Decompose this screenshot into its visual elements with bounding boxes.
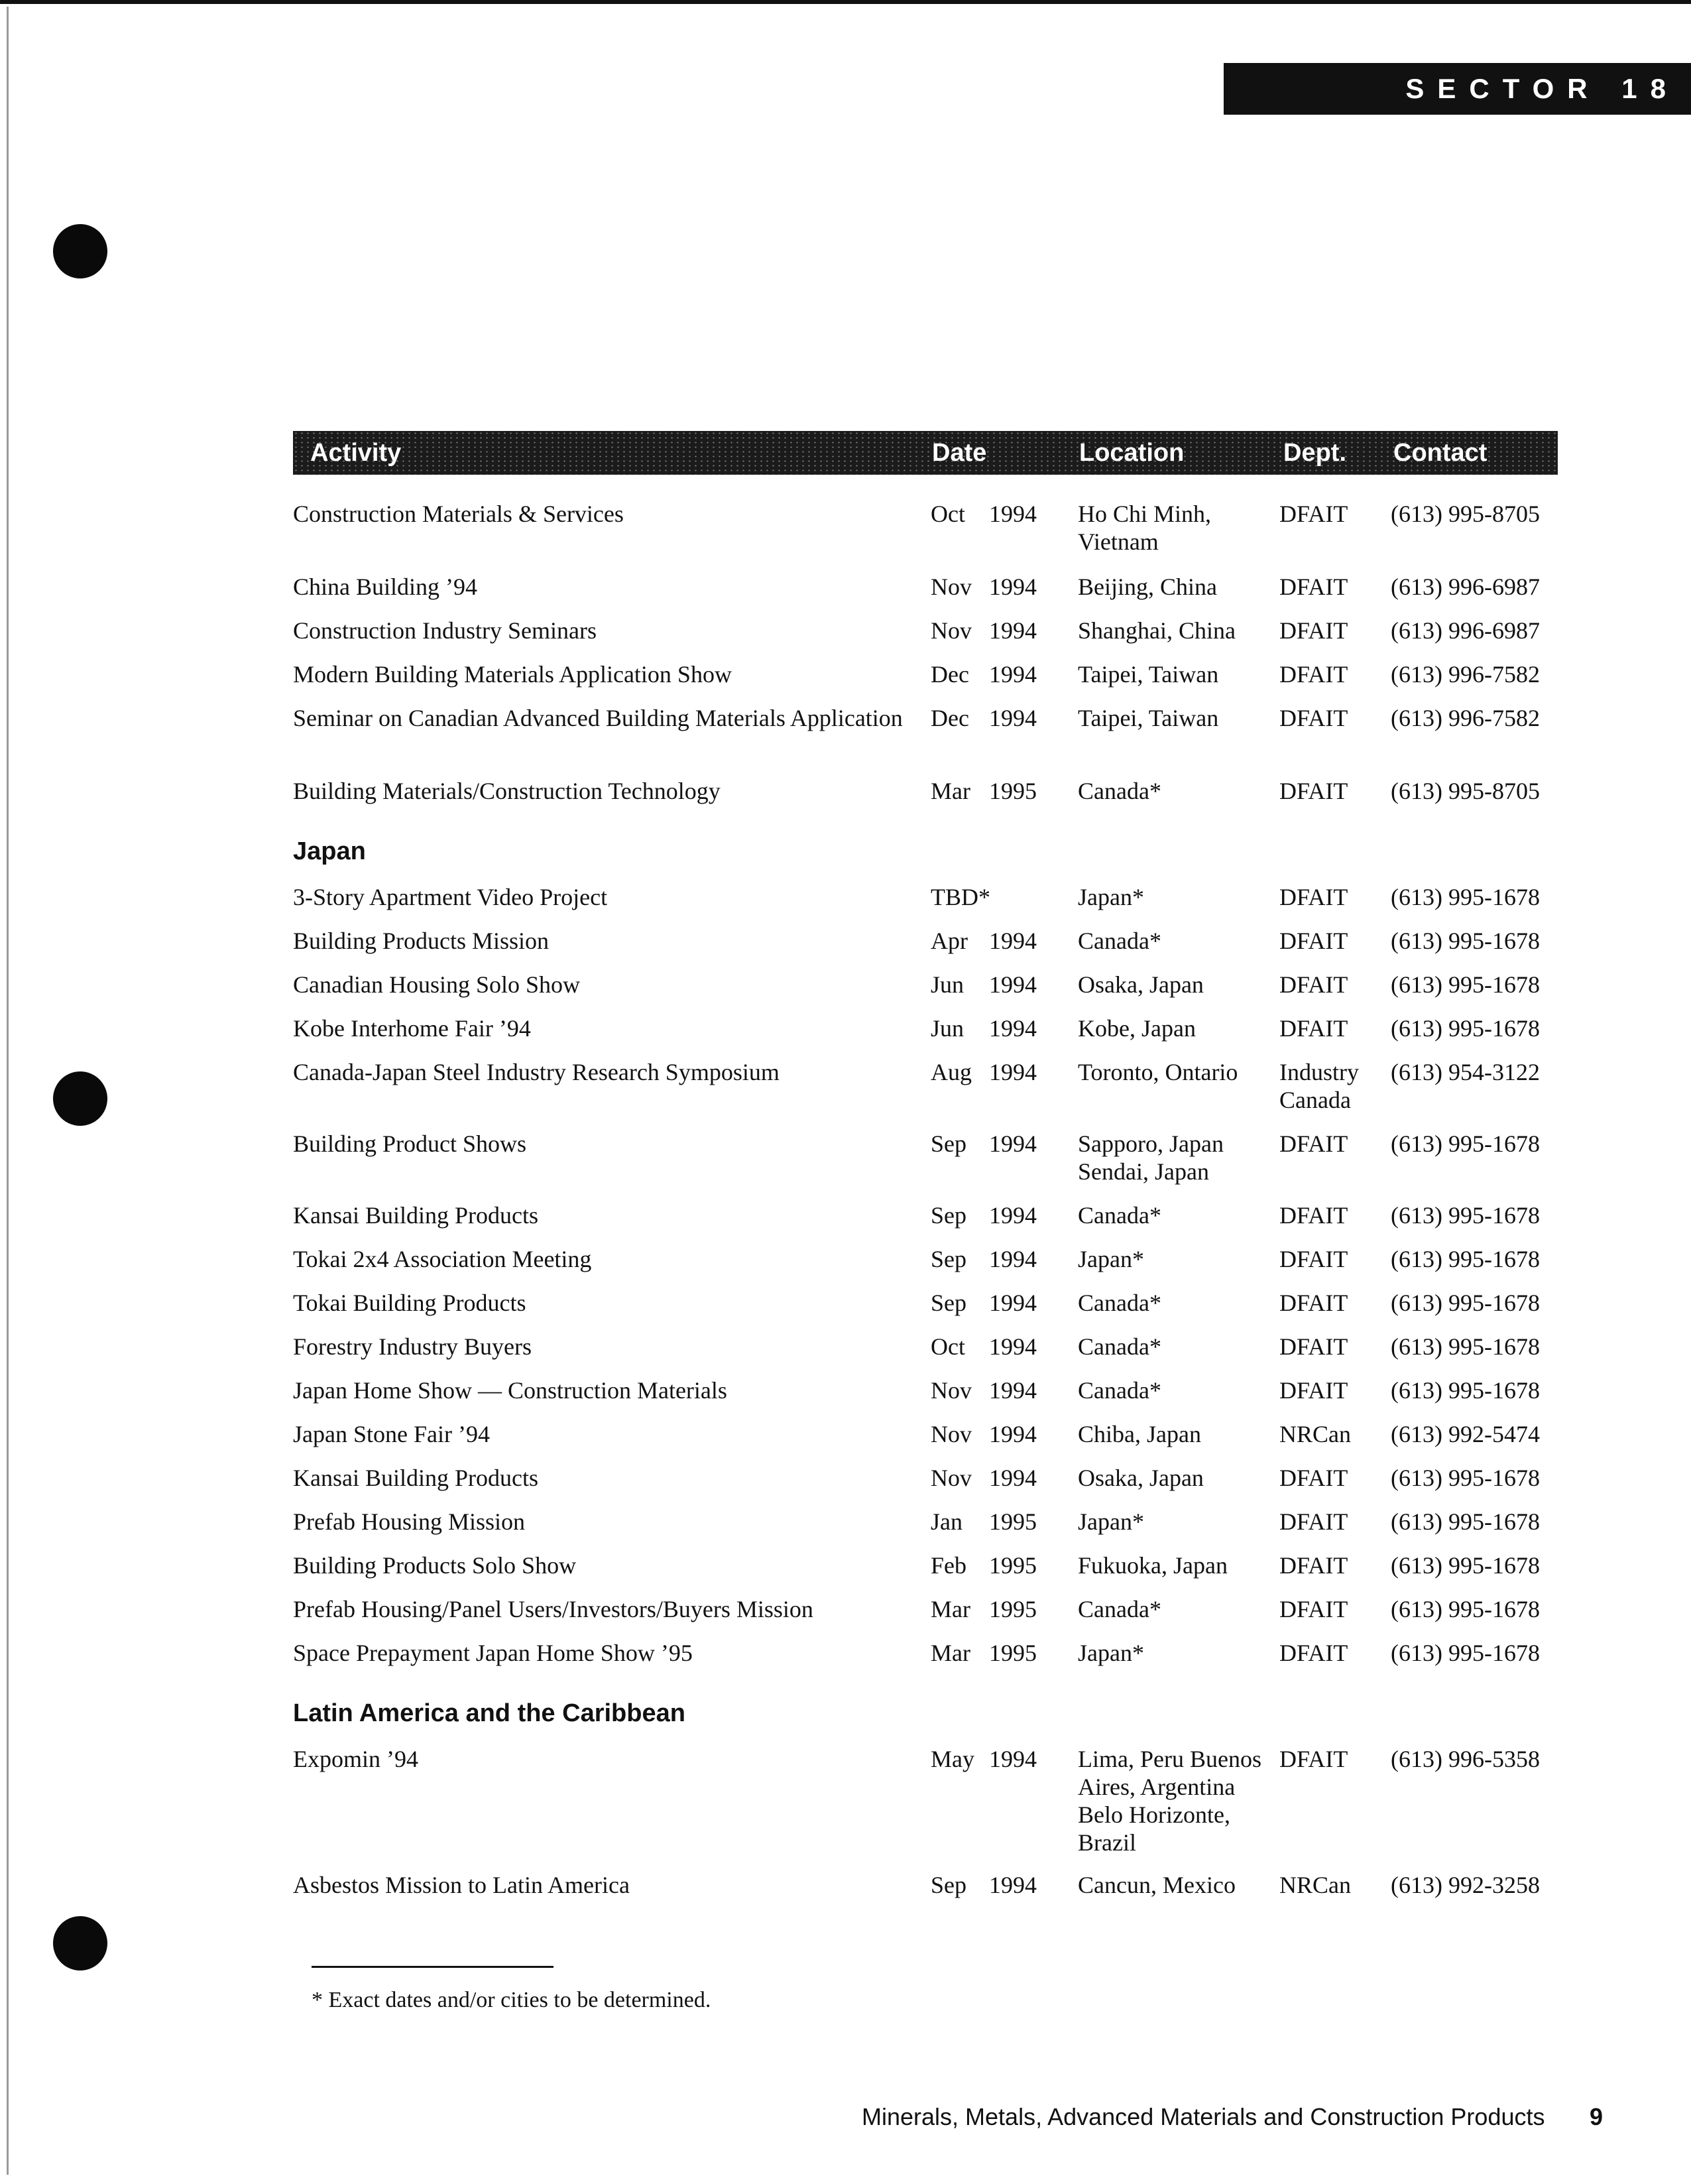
location-cell: Japan* xyxy=(1078,1640,1144,1666)
location-cell: Fukuoka, Japan xyxy=(1078,1552,1228,1579)
contact-cell: (613) 995-1678 xyxy=(1391,1130,1540,1157)
date-month-cell: Dec xyxy=(931,705,969,731)
contact-cell: (613) 995-1678 xyxy=(1391,1290,1540,1316)
date-month-cell: Feb xyxy=(931,1552,966,1579)
location-cell: Cancun, Mexico xyxy=(1078,1872,1236,1898)
dept-cell: DFAIT xyxy=(1279,1640,1348,1666)
activity-cell: Asbestos Mission to Latin America xyxy=(293,1872,630,1898)
activity-cell: China Building ’94 xyxy=(293,574,477,600)
date-month-cell: Sep xyxy=(931,1246,966,1272)
top-rule xyxy=(0,0,1691,4)
contact-cell: (613) 995-1678 xyxy=(1391,1552,1540,1579)
table-row xyxy=(293,1289,1558,1333)
contact-cell: (613) 995-1678 xyxy=(1391,1333,1540,1360)
table-body xyxy=(293,475,1558,1911)
footnote: * Exact dates and/or cities to be determined. xyxy=(312,1988,711,2012)
dept-cell: DFAIT xyxy=(1279,1746,1348,1772)
dept-cell: DFAIT xyxy=(1279,1333,1348,1360)
date-month-cell: Jun xyxy=(931,971,964,998)
location-cell: Taipei, Taiwan xyxy=(1078,705,1219,731)
table-row xyxy=(293,1376,1558,1420)
date-year-cell: 1994 xyxy=(989,661,1037,688)
date-month-cell: Mar xyxy=(931,778,970,804)
table-row xyxy=(293,883,1558,927)
activity-cell: Kansai Building Products xyxy=(293,1465,538,1491)
table-row xyxy=(293,1130,1558,1201)
table-row xyxy=(293,1201,1558,1245)
location-cell: Canada* xyxy=(1078,1202,1161,1229)
date-month-cell: May xyxy=(931,1746,974,1772)
activity-cell: Space Prepayment Japan Home Show ’95 xyxy=(293,1640,693,1666)
date-month-cell: Sep xyxy=(931,1872,966,1898)
activity-cell: Forestry Industry Buyers xyxy=(293,1333,532,1360)
activity-cell: Building Products Mission xyxy=(293,928,550,954)
location-cell: Kobe, Japan xyxy=(1078,1015,1196,1042)
dept-cell: DFAIT xyxy=(1279,1130,1348,1157)
contact-cell: (613) 996-7582 xyxy=(1391,661,1540,688)
date-month-cell: Dec xyxy=(931,661,969,688)
contact-cell: (613) 995-1678 xyxy=(1391,884,1540,910)
date-year-cell: 1994 xyxy=(989,1377,1037,1404)
location-cell: Taipei, Taiwan xyxy=(1078,661,1219,688)
activities-table xyxy=(293,431,1558,1911)
table-row xyxy=(293,1014,1558,1058)
date-month-cell: Jun xyxy=(931,1015,964,1042)
table-row xyxy=(293,704,1558,777)
date-year-cell: 1994 xyxy=(989,501,1037,527)
date-year-cell: 1995 xyxy=(989,1640,1037,1666)
footer-title: Minerals, Metals, Advanced Materials and Construction Products xyxy=(862,2103,1545,2130)
dept-cell: DFAIT xyxy=(1279,1290,1348,1316)
date-month-cell: Nov xyxy=(931,1377,972,1404)
date-year-cell: 1994 xyxy=(989,1421,1037,1447)
punch-hole xyxy=(53,1916,107,1971)
table-row xyxy=(293,1745,1558,1871)
activity-cell: Construction Materials & Services xyxy=(293,501,624,527)
date-year-cell: 1994 xyxy=(989,1465,1037,1491)
location-cell: Canada* xyxy=(1078,1596,1161,1622)
contact-cell: (613) 992-5474 xyxy=(1391,1421,1540,1447)
dept-cell: DFAIT xyxy=(1279,1508,1348,1535)
location-cell: Canada* xyxy=(1078,928,1161,954)
date-year-cell: 1994 xyxy=(989,617,1037,644)
table-row xyxy=(293,1508,1558,1551)
contact-cell: (613) 992-3258 xyxy=(1391,1872,1540,1898)
table-row xyxy=(293,1595,1558,1639)
activity-cell: Building Product Shows xyxy=(293,1130,527,1157)
dept-cell: DFAIT xyxy=(1279,1377,1348,1404)
date-month-cell: Mar xyxy=(931,1596,970,1622)
contact-cell: (613) 995-1678 xyxy=(1391,1640,1540,1666)
dept-cell: DFAIT xyxy=(1279,501,1348,527)
date-year-cell: 1995 xyxy=(989,778,1037,804)
contact-cell: (613) 995-1678 xyxy=(1391,1246,1540,1272)
sector-tab: SECTOR 18 xyxy=(1224,63,1691,115)
dept-cell: Industry Canada xyxy=(1279,1059,1359,1113)
section-heading: Latin America and the Caribbean xyxy=(293,1699,685,1727)
contact-cell: (613) 996-5358 xyxy=(1391,1746,1540,1772)
contact-cell: (613) 995-1678 xyxy=(1391,1465,1540,1491)
location-cell: Canada* xyxy=(1078,1290,1161,1316)
contact-cell: (613) 995-8705 xyxy=(1391,778,1540,804)
date-year-cell: 1994 xyxy=(989,705,1037,731)
contact-cell: (613) 995-1678 xyxy=(1391,971,1540,998)
table-row xyxy=(293,1245,1558,1289)
date-month-cell: Sep xyxy=(931,1290,966,1316)
table-row xyxy=(293,500,1558,573)
date-year-cell: 1994 xyxy=(989,1246,1037,1272)
contact-cell: (613) 995-1678 xyxy=(1391,928,1540,954)
table-row xyxy=(293,1464,1558,1508)
date-month-cell: Aug xyxy=(931,1059,972,1085)
dept-cell: NRCan xyxy=(1279,1421,1351,1447)
date-month-cell: TBD* xyxy=(931,884,990,910)
dept-cell: DFAIT xyxy=(1279,1015,1348,1042)
activity-cell: Prefab Housing Mission xyxy=(293,1508,525,1535)
activity-cell: Tokai Building Products xyxy=(293,1290,526,1316)
activity-cell: Seminar on Canadian Advanced Building Materials Application xyxy=(293,705,903,731)
table-row xyxy=(293,1058,1558,1130)
date-year-cell: 1994 xyxy=(989,574,1037,600)
date-year-cell: 1994 xyxy=(989,1130,1037,1157)
date-month-cell: Nov xyxy=(931,574,972,600)
location-cell: Chiba, Japan xyxy=(1078,1421,1201,1447)
activity-cell: Building Materials/Construction Technology xyxy=(293,778,721,804)
dept-cell: DFAIT xyxy=(1279,661,1348,688)
date-year-cell: 1995 xyxy=(989,1596,1037,1622)
table-row xyxy=(293,927,1558,971)
table-row xyxy=(293,1639,1558,1699)
date-year-cell: 1994 xyxy=(989,928,1037,954)
location-cell: Lima, Peru Buenos Aires, Argentina Belo Horizonte, Brazil xyxy=(1078,1746,1261,1856)
dept-cell: DFAIT xyxy=(1279,928,1348,954)
activity-cell: 3-Story Apartment Video Project xyxy=(293,884,608,910)
activity-cell: Japan Home Show — Construction Materials xyxy=(293,1377,727,1404)
table-row xyxy=(293,1871,1558,1911)
activity-cell: Canadian Housing Solo Show xyxy=(293,971,581,998)
location-cell: Canada* xyxy=(1078,778,1161,804)
location-cell: Beijing, China xyxy=(1078,574,1217,600)
punch-hole xyxy=(53,224,107,278)
contact-cell: (613) 996-6987 xyxy=(1391,574,1540,600)
dept-cell: DFAIT xyxy=(1279,705,1348,731)
activity-cell: Canada-Japan Steel Industry Research Symposium xyxy=(293,1059,780,1085)
dept-cell: DFAIT xyxy=(1279,971,1348,998)
date-month-cell: Jan xyxy=(931,1508,962,1535)
contact-cell: (613) 995-8705 xyxy=(1391,501,1540,527)
location-cell: Japan* xyxy=(1078,1246,1144,1272)
location-cell: Osaka, Japan xyxy=(1078,1465,1204,1491)
activity-cell: Tokai 2x4 Association Meeting xyxy=(293,1246,592,1272)
date-year-cell: 1994 xyxy=(989,1290,1037,1316)
date-year-cell: 1995 xyxy=(989,1552,1037,1579)
date-month-cell: Sep xyxy=(931,1130,966,1157)
page-number: 9 xyxy=(1590,2103,1604,2130)
table-row xyxy=(293,617,1558,660)
contact-cell: (613) 996-6987 xyxy=(1391,617,1540,644)
location-cell: Osaka, Japan xyxy=(1078,971,1204,998)
date-month-cell: Nov xyxy=(931,617,972,644)
date-year-cell: 1994 xyxy=(989,971,1037,998)
header-contact: Contact xyxy=(1393,439,1487,467)
dept-cell: DFAIT xyxy=(1279,884,1348,910)
location-cell: Ho Chi Minh, Vietnam xyxy=(1078,501,1212,555)
table-row xyxy=(293,1420,1558,1464)
date-month-cell: Nov xyxy=(931,1421,972,1447)
contact-cell: (613) 995-1678 xyxy=(1391,1377,1540,1404)
date-year-cell: 1994 xyxy=(989,1015,1037,1042)
contact-cell: (613) 995-1678 xyxy=(1391,1202,1540,1229)
section-heading: Japan xyxy=(293,837,366,865)
contact-cell: (613) 995-1678 xyxy=(1391,1596,1540,1622)
dept-cell: DFAIT xyxy=(1279,1596,1348,1622)
date-year-cell: 1994 xyxy=(989,1746,1037,1772)
dept-cell: DFAIT xyxy=(1279,617,1348,644)
date-month-cell: Sep xyxy=(931,1202,966,1229)
date-year-cell: 1994 xyxy=(989,1059,1037,1085)
activity-cell: Japan Stone Fair ’94 xyxy=(293,1421,490,1447)
date-month-cell: Nov xyxy=(931,1465,972,1491)
activity-cell: Construction Industry Seminars xyxy=(293,617,597,644)
binding-edge xyxy=(7,7,9,2175)
dept-cell: DFAIT xyxy=(1279,778,1348,804)
location-cell: Canada* xyxy=(1078,1377,1161,1404)
activity-cell: Kansai Building Products xyxy=(293,1202,538,1229)
footnote-rule xyxy=(312,1966,554,1968)
date-month-cell: Mar xyxy=(931,1640,970,1666)
header-location: Location xyxy=(1079,439,1185,467)
table-header xyxy=(293,431,1558,475)
dept-cell: DFAIT xyxy=(1279,1465,1348,1491)
location-cell: Canada* xyxy=(1078,1333,1161,1360)
date-year-cell: 1994 xyxy=(989,1202,1037,1229)
date-year-cell: 1994 xyxy=(989,1872,1037,1898)
date-month-cell: Apr xyxy=(931,928,968,954)
contact-cell: (613) 995-1678 xyxy=(1391,1015,1540,1042)
date-month-cell: Oct xyxy=(931,1333,965,1360)
activity-cell: Modern Building Materials Application Show xyxy=(293,661,732,688)
location-cell: Japan* xyxy=(1078,1508,1144,1535)
activity-cell: Prefab Housing/Panel Users/Investors/Buyers Mission xyxy=(293,1596,813,1622)
table-row xyxy=(293,573,1558,617)
header-activity: Activity xyxy=(310,439,402,467)
contact-cell: (613) 996-7582 xyxy=(1391,705,1540,731)
location-cell: Shanghai, China xyxy=(1078,617,1236,644)
activity-cell: Building Products Solo Show xyxy=(293,1552,577,1579)
dept-cell: NRCan xyxy=(1279,1872,1351,1898)
dept-cell: DFAIT xyxy=(1279,1246,1348,1272)
punch-hole xyxy=(53,1071,107,1126)
activity-cell: Kobe Interhome Fair ’94 xyxy=(293,1015,531,1042)
activity-cell: Expomin ’94 xyxy=(293,1746,418,1772)
table-row xyxy=(293,1551,1558,1595)
date-year-cell: 1994 xyxy=(989,1333,1037,1360)
table-row xyxy=(293,660,1558,704)
contact-cell: (613) 995-1678 xyxy=(1391,1508,1540,1535)
dept-cell: DFAIT xyxy=(1279,574,1348,600)
date-month-cell: Oct xyxy=(931,501,965,527)
date-year-cell: 1995 xyxy=(989,1508,1037,1535)
location-cell: Sapporo, Japan Sendai, Japan xyxy=(1078,1130,1224,1185)
table-row xyxy=(293,1333,1558,1376)
dept-cell: DFAIT xyxy=(1279,1552,1348,1579)
dept-cell: DFAIT xyxy=(1279,1202,1348,1229)
location-cell: Toronto, Ontario xyxy=(1078,1059,1238,1085)
table-row xyxy=(293,777,1558,837)
table-row xyxy=(293,971,1558,1014)
header-date: Date xyxy=(932,439,987,467)
contact-cell: (613) 954-3122 xyxy=(1391,1059,1540,1085)
header-dept: Dept. xyxy=(1283,439,1346,467)
location-cell: Japan* xyxy=(1078,884,1144,910)
